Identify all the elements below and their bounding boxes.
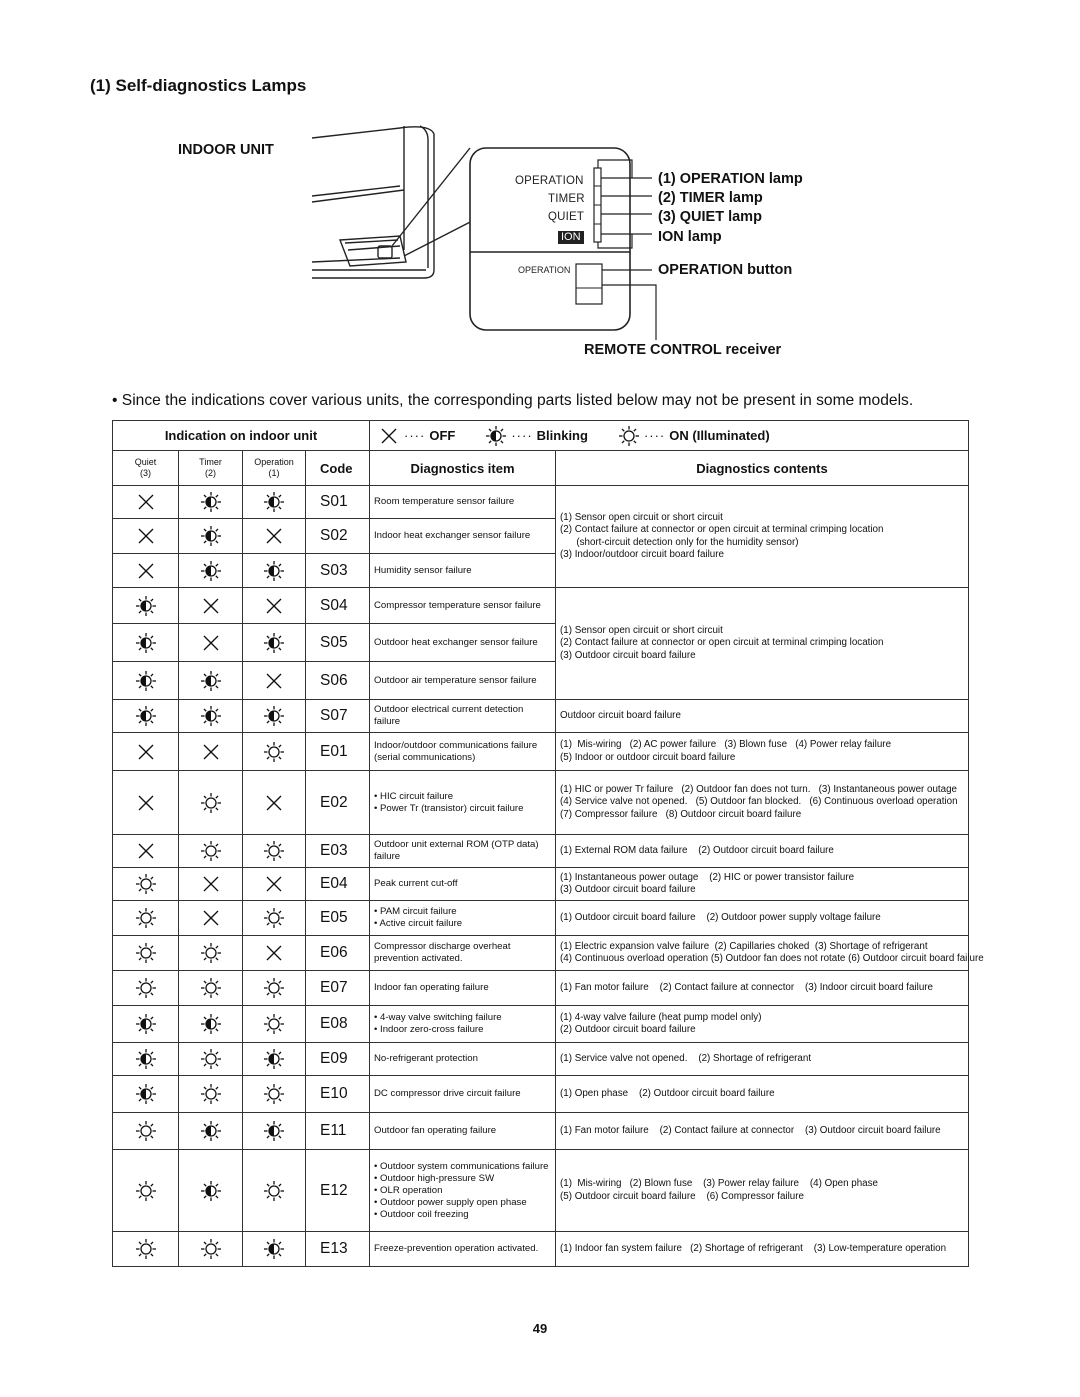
- operation-lamp-state: [243, 1150, 306, 1232]
- quiet-lamp-state: [113, 700, 179, 733]
- panel-label-ion: ION: [558, 231, 584, 244]
- timer-lamp-state: [179, 733, 243, 771]
- timer-lamp-state: [179, 554, 243, 588]
- table-row: [113, 901, 969, 936]
- operation-lamp-state: [243, 835, 306, 868]
- timer-lamp-state: [179, 835, 243, 868]
- indoor-unit-diagram: [0, 0, 1080, 380]
- diagnostics-item: Outdoor unit external ROM (OTP data) failure: [370, 835, 556, 868]
- page-number: 49: [532, 1321, 548, 1336]
- table-row: [113, 700, 969, 733]
- error-code: S06: [306, 662, 370, 700]
- panel-button-label: OPERATION: [518, 265, 571, 275]
- blinking-icon: [200, 527, 222, 544]
- blinking-icon: [200, 1122, 222, 1139]
- quiet-lamp-callout: (3) QUIET lamp: [658, 209, 762, 225]
- quiet-lamp-state: [113, 936, 179, 971]
- diagnostics-item: No-refrigerant protection: [370, 1043, 556, 1076]
- off-icon: [200, 875, 222, 892]
- on-icon: [618, 425, 640, 447]
- operation-lamp-state: [243, 1113, 306, 1150]
- off-icon: [135, 562, 157, 579]
- error-code: S07: [306, 700, 370, 733]
- blinking-icon: [135, 634, 157, 651]
- table-row: [113, 733, 969, 771]
- quiet-lamp-state: [113, 1150, 179, 1232]
- off-icon: [200, 743, 222, 760]
- indoor-unit-heading: INDOOR UNIT: [178, 142, 274, 158]
- error-code: E12: [306, 1150, 370, 1232]
- on-icon: [200, 794, 222, 811]
- quiet-lamp-state: [113, 1113, 179, 1150]
- diagnostics-item: Peak current cut-off: [370, 868, 556, 901]
- off-icon: [263, 875, 285, 892]
- error-code: S01: [306, 486, 370, 519]
- table-row: [113, 771, 969, 835]
- quiet-lamp-state: [113, 554, 179, 588]
- diagnostics-item: Outdoor electrical current detection failure: [370, 700, 556, 733]
- legend-blinking: ···· Blinking: [485, 425, 588, 447]
- quiet-lamp-state: [113, 1076, 179, 1113]
- timer-lamp-state: [179, 700, 243, 733]
- quiet-lamp-state: [113, 971, 179, 1006]
- blinking-icon: [200, 672, 222, 689]
- diagnostics-item: Outdoor heat exchanger sensor failure: [370, 624, 556, 662]
- diagnostics-item: Compressor discharge overheat prevention activated.: [370, 936, 556, 971]
- operation-lamp-state: [243, 771, 306, 835]
- on-icon: [200, 944, 222, 961]
- off-icon: [200, 597, 222, 614]
- error-code: E10: [306, 1076, 370, 1113]
- error-code: E02: [306, 771, 370, 835]
- error-code: E06: [306, 936, 370, 971]
- diagnostics-item: Humidity sensor failure: [370, 554, 556, 588]
- diagnostics-table: [112, 420, 984, 1267]
- off-icon: [263, 944, 285, 961]
- timer-lamp-state: [179, 1113, 243, 1150]
- indication-header: Indication on indoor unit: [113, 421, 370, 451]
- blinking-icon: [135, 597, 157, 614]
- timer-lamp-state: [179, 1232, 243, 1267]
- timer-lamp-state: [179, 1043, 243, 1076]
- on-icon: [200, 1050, 222, 1067]
- code-column-header: Code: [306, 451, 370, 486]
- operation-lamp-state: [243, 936, 306, 971]
- on-icon: [263, 842, 285, 859]
- timer-lamp-state: [179, 971, 243, 1006]
- operation-lamp-state: [243, 554, 306, 588]
- off-icon: [135, 493, 157, 510]
- diagnostics-contents: (1) HIC or power Tr failure (2) Outdoor fan does not turn. (3) Instantaneous power outage (4) Service valve not opened. (5) Outdoor fan blocked. (6) Continuous overload operation (7) Compressor failure (8) Outdoor circuit board failure: [556, 771, 969, 835]
- timer-lamp-state: [179, 588, 243, 624]
- table-row: [113, 588, 969, 624]
- blinking-icon: [135, 1015, 157, 1032]
- off-icon: [200, 634, 222, 651]
- on-icon: [263, 1182, 285, 1199]
- blinking-icon: [263, 1240, 285, 1257]
- models-note: • Since the indications cover various units, the corresponding parts listed below may not be present in some models.: [112, 392, 914, 409]
- on-icon: [135, 1122, 157, 1139]
- legend-off: ···· OFF: [378, 425, 455, 447]
- timer-lamp-state: [179, 771, 243, 835]
- diagnostics-item: DC compressor drive circuit failure: [370, 1076, 556, 1113]
- quiet-lamp-state: [113, 486, 179, 519]
- on-icon: [263, 909, 285, 926]
- diagnostics-item: • HIC circuit failure • Power Tr (transistor) circuit failure: [370, 771, 556, 835]
- off-icon: [135, 527, 157, 544]
- diagnostics-item: Compressor temperature sensor failure: [370, 588, 556, 624]
- error-code: E08: [306, 1006, 370, 1043]
- error-code: S04: [306, 588, 370, 624]
- blinking-icon: [200, 1182, 222, 1199]
- diagnostics-item: • 4-way valve switching failure • Indoor zero-cross failure: [370, 1006, 556, 1043]
- timer-lamp-state: [179, 901, 243, 936]
- timer-lamp-state: [179, 1150, 243, 1232]
- operation-button-callout: OPERATION button: [658, 262, 793, 278]
- diagnostics-contents: (1) Outdoor circuit board failure (2) Outdoor power supply voltage failure: [556, 901, 969, 936]
- timer-lamp-callout: (2) TIMER lamp: [658, 190, 763, 206]
- diagnostics-contents: Outdoor circuit board failure: [556, 700, 969, 733]
- diagnostics-contents: (1) Instantaneous power outage (2) HIC or power transistor failure (3) Outdoor circuit board failure: [556, 868, 969, 901]
- table-row: [113, 1006, 969, 1043]
- off-icon: [135, 794, 157, 811]
- error-code: E13: [306, 1232, 370, 1267]
- operation-lamp-state: [243, 624, 306, 662]
- diagnostics-item: Indoor/outdoor communications failure (serial communications): [370, 733, 556, 771]
- operation-lamp-state: [243, 588, 306, 624]
- quiet-lamp-state: [113, 624, 179, 662]
- on-icon: [135, 979, 157, 996]
- operation-lamp-callout: (1) OPERATION lamp: [658, 171, 803, 187]
- blinking-icon: [200, 493, 222, 510]
- page-title: (1) Self-diagnostics Lamps: [90, 76, 307, 95]
- timer-lamp-state: [179, 1076, 243, 1113]
- quiet-lamp-state: [113, 1006, 179, 1043]
- panel-label-quiet: QUIET: [548, 211, 585, 223]
- panel-label-operation: OPERATION: [515, 175, 584, 187]
- operation-lamp-state: [243, 486, 306, 519]
- diagnostics-contents: (1) Sensor open circuit or short circuit (2) Contact failure at connector or open circuit at terminal crimping location (3) Outdoor circuit board failure: [556, 588, 969, 700]
- timer-lamp-state: [179, 624, 243, 662]
- operation-lamp-state: [243, 700, 306, 733]
- operation-lamp-state: [243, 519, 306, 554]
- diagnostics-contents: (1) Mis-wiring (2) AC power failure (3) Blown fuse (4) Power relay failure (5) Indoor or outdoor circuit board failure: [556, 733, 969, 771]
- quiet-lamp-state: [113, 868, 179, 901]
- diagnostics-contents: (1) Service valve not opened. (2) Shortage of refrigerant: [556, 1043, 969, 1076]
- legend-on: ···· ON (Illuminated): [618, 425, 770, 447]
- error-code: E09: [306, 1043, 370, 1076]
- panel-label-timer: TIMER: [548, 193, 585, 205]
- blinking-icon: [263, 634, 285, 651]
- quiet-lamp-state: [113, 733, 179, 771]
- diagnostics-item: Room temperature sensor failure: [370, 486, 556, 519]
- blinking-icon: [263, 1122, 285, 1139]
- on-icon: [200, 979, 222, 996]
- quiet-lamp-state: [113, 588, 179, 624]
- table-row: [113, 936, 969, 971]
- operation-lamp-state: [243, 901, 306, 936]
- blinking-icon: [135, 1050, 157, 1067]
- quiet-lamp-state: [113, 835, 179, 868]
- diagnostics-contents: (1) Fan motor failure (2) Contact failure at connector (3) Outdoor circuit board failure: [556, 1113, 969, 1150]
- remote-receiver-callout: REMOTE CONTROL receiver: [584, 342, 782, 358]
- timer-lamp-state: [179, 519, 243, 554]
- contents-column-header: Diagnostics contents: [556, 451, 969, 486]
- off-icon: [263, 672, 285, 689]
- timer-lamp-state: [179, 868, 243, 901]
- error-code: E05: [306, 901, 370, 936]
- diagnostics-contents: (1) Open phase (2) Outdoor circuit board failure: [556, 1076, 969, 1113]
- diagnostics-contents: (1) Electric expansion valve failure (2) Capillaries choked (3) Shortage of refrigerant (4) Continuous overload operation (5) Outdoor fan does not rotate (6) Outdoor circuit board failure: [556, 936, 969, 971]
- on-icon: [200, 1085, 222, 1102]
- table-row: [113, 1043, 969, 1076]
- operation-lamp-state: [243, 1232, 306, 1267]
- diagnostics-contents: (1) External ROM data failure (2) Outdoor circuit board failure: [556, 835, 969, 868]
- off-icon: [263, 597, 285, 614]
- off-icon: [263, 527, 285, 544]
- operation-column-header: Operation (1): [243, 451, 306, 486]
- operation-lamp-state: [243, 971, 306, 1006]
- error-code: S05: [306, 624, 370, 662]
- on-icon: [263, 743, 285, 760]
- error-code: E11: [306, 1113, 370, 1150]
- error-code: E04: [306, 868, 370, 901]
- on-icon: [135, 875, 157, 892]
- diagnostics-item: Outdoor air temperature sensor failure: [370, 662, 556, 700]
- blinking-icon: [263, 1050, 285, 1067]
- timer-lamp-state: [179, 936, 243, 971]
- on-icon: [135, 1182, 157, 1199]
- diagnostics-contents: (1) Indoor fan system failure (2) Shortage of refrigerant (3) Low-temperature operation: [556, 1232, 969, 1267]
- quiet-lamp-state: [113, 771, 179, 835]
- timer-column-header: Timer (2): [179, 451, 243, 486]
- diagnostics-contents: (1) Fan motor failure (2) Contact failure at connector (3) Indoor circuit board failure: [556, 971, 969, 1006]
- blinking-icon: [200, 1015, 222, 1032]
- off-icon: [378, 425, 400, 447]
- blinking-icon: [263, 707, 285, 724]
- quiet-lamp-state: [113, 901, 179, 936]
- table-row: [113, 486, 969, 519]
- table-row: [113, 1113, 969, 1150]
- diagnostics-contents: (1) Sensor open circuit or short circuit (2) Contact failure at connector or open circuit at terminal crimping location (short-circuit detection only for the humidity sensor) (3) Indoor/outdoor circuit board failure: [556, 486, 969, 588]
- table-row: [113, 1076, 969, 1113]
- quiet-lamp-state: [113, 519, 179, 554]
- quiet-lamp-state: [113, 662, 179, 700]
- error-code: E07: [306, 971, 370, 1006]
- off-icon: [200, 909, 222, 926]
- diagnostics-item: Indoor fan operating failure: [370, 971, 556, 1006]
- blinking-icon: [135, 672, 157, 689]
- error-code: S02: [306, 519, 370, 554]
- timer-lamp-state: [179, 486, 243, 519]
- on-icon: [263, 1085, 285, 1102]
- off-icon: [135, 842, 157, 859]
- diagnostics-item: • PAM circuit failure • Active circuit failure: [370, 901, 556, 936]
- blinking-icon: [263, 562, 285, 579]
- table-row: [113, 1150, 969, 1232]
- diagnostics-item: Indoor heat exchanger sensor failure: [370, 519, 556, 554]
- on-icon: [135, 944, 157, 961]
- table-row: [113, 971, 969, 1006]
- quiet-lamp-state: [113, 1043, 179, 1076]
- on-icon: [263, 979, 285, 996]
- item-column-header: Diagnostics item: [370, 451, 556, 486]
- on-icon: [263, 1015, 285, 1032]
- error-code: E01: [306, 733, 370, 771]
- operation-lamp-state: [243, 662, 306, 700]
- on-icon: [200, 842, 222, 859]
- quiet-column-header: Quiet (3): [113, 451, 179, 486]
- blinking-icon: [135, 1085, 157, 1102]
- table-row: [113, 868, 969, 901]
- legend-cell: [370, 421, 969, 451]
- diagnostics-contents: (1) 4-way valve failure (heat pump model only) (2) Outdoor circuit board failure: [556, 1006, 969, 1043]
- error-code: S03: [306, 554, 370, 588]
- ion-lamp-callout: ION lamp: [658, 229, 722, 245]
- blinking-icon: [135, 707, 157, 724]
- on-icon: [200, 1240, 222, 1257]
- on-icon: [135, 909, 157, 926]
- blinking-icon: [485, 425, 507, 447]
- on-icon: [135, 1240, 157, 1257]
- operation-lamp-state: [243, 1006, 306, 1043]
- quiet-lamp-state: [113, 1232, 179, 1267]
- table-row: [113, 835, 969, 868]
- table-row: [113, 1232, 969, 1267]
- off-icon: [263, 794, 285, 811]
- blinking-icon: [200, 707, 222, 724]
- operation-lamp-state: [243, 868, 306, 901]
- diagnostics-contents: (1) Mis-wiring (2) Blown fuse (3) Power relay failure (4) Open phase (5) Outdoor circuit board failure (6) Compressor failure: [556, 1150, 969, 1232]
- operation-lamp-state: [243, 733, 306, 771]
- off-icon: [135, 743, 157, 760]
- blinking-icon: [263, 493, 285, 510]
- timer-lamp-state: [179, 1006, 243, 1043]
- diagnostics-item: • Outdoor system communications failure • Outdoor high-pressure SW • OLR operation • Outdoor power supply open phase • Outdoor coil freezing: [370, 1150, 556, 1232]
- blinking-icon: [200, 562, 222, 579]
- operation-lamp-state: [243, 1076, 306, 1113]
- error-code: E03: [306, 835, 370, 868]
- diagnostics-item: Freeze-prevention operation activated.: [370, 1232, 556, 1267]
- timer-lamp-state: [179, 662, 243, 700]
- operation-lamp-state: [243, 1043, 306, 1076]
- diagnostics-item: Outdoor fan operating failure: [370, 1113, 556, 1150]
